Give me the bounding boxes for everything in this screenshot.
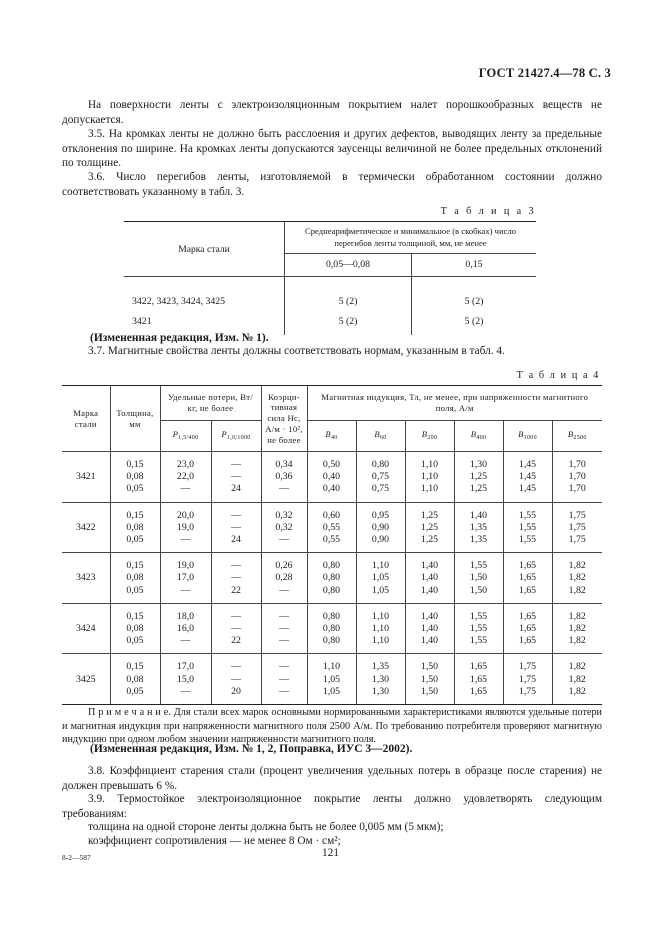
paragraph-3-6: 3.6. Число перегибов ленты, изготовляемой в термически обработанном состоянии должно соответствовать указанному в табл. 3.	[62, 171, 602, 198]
table4-value: —	[180, 483, 191, 495]
table4-value: 1,75	[518, 685, 537, 697]
table4-value: 1,05	[371, 572, 390, 584]
table4-value: 0,80	[322, 584, 341, 596]
table4-value-cell	[405, 452, 454, 503]
table4-value: 0,80	[322, 572, 341, 584]
table4-value: 1,50	[420, 685, 439, 697]
table4-value: 1,82	[568, 584, 586, 596]
table4-value: 1,65	[518, 635, 537, 647]
table3-row-grade: 3421	[124, 307, 285, 335]
table4-row-3422	[62, 502, 602, 553]
table4-value: 1,82	[568, 560, 586, 572]
table4-value-cell	[356, 502, 405, 553]
table4-value-cell	[356, 452, 405, 503]
table4-value: 15,0	[176, 673, 195, 685]
table4-value: 0,80	[371, 459, 390, 470]
table4-value-cell	[110, 654, 160, 705]
table4-value: —	[231, 521, 241, 533]
table4-value: 1,65	[469, 685, 488, 697]
table4-value: 0,75	[371, 483, 390, 495]
table4-value: —	[279, 623, 289, 635]
table4-value: 1,40	[420, 560, 439, 572]
table4-value: 0,80	[322, 635, 341, 647]
table4-value: 1,65	[518, 610, 537, 622]
table4-value-cell	[261, 502, 307, 553]
table4-header-p1: $P_{1,5/400}$	[160, 421, 211, 452]
table4-value: 20	[231, 685, 241, 697]
page-header: ГОСТ 21427.4—78 С. 3	[478, 66, 611, 80]
table4-value: 1,10	[371, 623, 390, 635]
table4-value: 0,55	[322, 534, 341, 546]
table4-value: 0,15	[126, 509, 144, 521]
table4-grade-cell: 3422	[62, 502, 110, 553]
table4-value: —	[231, 459, 241, 470]
table4-value-cell	[503, 654, 552, 705]
table4-value: 1,45	[518, 483, 537, 495]
table4-value: 1,05	[322, 673, 341, 685]
table4-value-cell	[110, 603, 160, 654]
table4-value-cell	[405, 502, 454, 553]
table4-value: 1,40	[420, 584, 439, 596]
paragraph-3-5: 3.5. На кромках ленты не должно быть расслоения и других дефектов, выводящих ленту за предельные отклонения по ширине. На кромках ленты допускаются заусенцы величиной не более предельных отклонений по толщине.	[62, 128, 602, 170]
table4-value: 1,10	[371, 610, 390, 622]
table4-row-3423	[62, 553, 602, 604]
page-number: 121	[322, 847, 339, 859]
table-4	[62, 385, 602, 705]
table4-value: —	[279, 534, 289, 546]
table4-value: 22	[231, 584, 241, 596]
table4-value-cell	[110, 452, 160, 503]
table4-value: 0,80	[322, 623, 341, 635]
table4-value: —	[279, 584, 289, 596]
table3-row-grade: 3422, 3423, 3424, 3425	[124, 277, 285, 308]
table4-header-b1000: $B_{1000}$	[503, 421, 552, 452]
table4-body	[62, 452, 602, 705]
table4-value: 0,05	[126, 584, 144, 596]
table4-value-cell	[160, 502, 211, 553]
table4-value-cell	[307, 553, 356, 604]
table3-caption	[441, 205, 536, 219]
table4-value: 0,90	[371, 534, 390, 546]
table4-value: 1,50	[420, 673, 439, 685]
table4-value: 16,0	[176, 623, 195, 635]
table4-value-cell	[160, 452, 211, 503]
table4-value: 1,82	[568, 673, 586, 685]
paragraph-coating-thickness: толщина на одной стороне ленты должна быть не более 0,005 мм (5 мкм);	[88, 821, 444, 833]
table4-value: —	[279, 483, 289, 495]
table4-value: 1,70	[568, 459, 586, 470]
table4-value: 0,28	[275, 572, 293, 584]
table4-value: 20,0	[176, 509, 195, 521]
table4-value: 0,08	[126, 471, 144, 483]
table4-value: 1,75	[568, 534, 586, 546]
table4-value: —	[180, 584, 191, 596]
table4-value: —	[279, 685, 289, 697]
table4-value: —	[180, 635, 191, 647]
table4-value: —	[279, 673, 289, 685]
table4-value: —	[231, 673, 241, 685]
table4-value: 0,05	[126, 534, 144, 546]
table4-value: 22,0	[176, 471, 195, 483]
table4-value-cell	[552, 452, 602, 503]
table4-row-3421	[62, 452, 602, 503]
table3-row-value: 5 (2)	[285, 277, 412, 308]
table4-value-cell	[160, 603, 211, 654]
table4-header-grade: Марка стали	[62, 386, 110, 452]
table4-value: 1,65	[518, 623, 537, 635]
table4-value: 1,30	[371, 685, 390, 697]
footer-code: 8-2—587	[62, 853, 91, 862]
paragraph-resistance: коэффициент сопротивления — не менее 8 Ом · см²;	[88, 835, 341, 847]
table4-value: 1,35	[469, 534, 488, 546]
table4-value: 1,75	[568, 521, 586, 533]
table4-header-coercivity: Коэрци-тивная сила Нс, А/м · 10², не более	[261, 386, 307, 452]
table4-value: 1,75	[518, 661, 537, 673]
table4-value-cell	[454, 502, 503, 553]
table4-value: 1,45	[518, 459, 537, 470]
table4-value-cell	[307, 502, 356, 553]
table4-value: 1,55	[518, 509, 537, 521]
table4-value: 1,55	[469, 610, 488, 622]
table4-value: 0,90	[371, 521, 390, 533]
table4-value-cell	[211, 452, 261, 503]
table4-value: —	[231, 610, 241, 622]
table4-value-cell	[110, 502, 160, 553]
table4-value: 1,65	[518, 560, 537, 572]
table4-value-cell	[307, 603, 356, 654]
table4-value: 0,40	[322, 483, 341, 495]
note-label: П р и м е ч а н и е.	[88, 707, 171, 718]
table4-value: 0,75	[371, 471, 390, 483]
table4-value: 17,0	[176, 572, 195, 584]
table4-value: 1,82	[568, 635, 586, 647]
table4-grade-cell: 3423	[62, 553, 110, 604]
table3-header-t1: 0,05—0,08	[285, 253, 412, 276]
table4-value-cell	[261, 654, 307, 705]
table4-value: 1,10	[371, 560, 390, 572]
table4-header-b40: $B_{40}$	[307, 421, 356, 452]
table4-header-loss: Удельные потери, Вт/кг, не более	[160, 386, 261, 421]
table4-value: 0,36	[275, 471, 293, 483]
table3-row-value: 5 (2)	[464, 315, 484, 327]
table4-value: 1,40	[420, 572, 439, 584]
table4-header-induction: Магнитная индукция, Тл, не менее, при напряженности магнитного поля, А/м	[307, 386, 602, 421]
table4-value-cell	[454, 452, 503, 503]
table4-value: 1,55	[469, 560, 488, 572]
table4-value: 23,0	[176, 459, 195, 470]
table4-value: 1,30	[371, 673, 390, 685]
table4-value: —	[231, 623, 241, 635]
table4-value: 1,25	[469, 471, 488, 483]
table4-value: 1,70	[568, 471, 586, 483]
table4-value: 1,45	[518, 471, 537, 483]
table4-value-cell	[503, 603, 552, 654]
table4-value-cell	[454, 553, 503, 604]
table4-value: 0,95	[371, 509, 390, 521]
paragraph-3-9: 3.9. Термостойкое электроизоляционное покрытие ленты должно удовлетворять следующим требованиям:	[62, 793, 602, 820]
table4-value-cell	[503, 502, 552, 553]
table4-header-thickness: Толщина, мм	[110, 386, 160, 452]
table4-value-cell	[307, 452, 356, 503]
table4-value: —	[231, 661, 241, 673]
table4-value: —	[279, 610, 289, 622]
table4-value: 1,82	[568, 572, 586, 584]
table3-header-group: Среднеарифметическое и минимальное (в скобках) число перегибов ленты толщиной, мм, не менее	[285, 222, 537, 254]
table4-value: 1,40	[420, 623, 439, 635]
table4-value-cell	[454, 654, 503, 705]
table4-value: —	[279, 635, 289, 647]
table4-value: —	[231, 509, 241, 521]
table4-value: 0,15	[126, 459, 144, 470]
table4-value: 0,32	[275, 521, 293, 533]
table4-value-cell	[552, 553, 602, 604]
table4-value-cell	[211, 553, 261, 604]
table4-value-cell	[552, 654, 602, 705]
table4-value: 1,25	[469, 483, 488, 495]
table4-grade-cell: 3424	[62, 603, 110, 654]
table4-value-cell	[405, 603, 454, 654]
table4-value: 1,55	[518, 534, 537, 546]
table4-value: 1,82	[568, 685, 586, 697]
table4-value: 1,35	[469, 521, 488, 533]
table4-value: 19,0	[176, 521, 195, 533]
table4-value: 1,65	[469, 673, 488, 685]
table4-value: 0,40	[322, 471, 341, 483]
table3-header-grade: Марка стали	[124, 222, 285, 277]
table4-value: 0,80	[322, 560, 341, 572]
table4-value-cell	[356, 553, 405, 604]
table4-value-cell	[454, 603, 503, 654]
table4-header-b60: $B_{60}$	[356, 421, 405, 452]
table4-value: 0,50	[322, 459, 341, 470]
table4-value: 1,30	[469, 459, 488, 470]
table4-header-b2500: $B_{2500}$	[552, 421, 602, 452]
table4-value-cell	[261, 452, 307, 503]
table4-value: —	[180, 534, 191, 546]
table4-value: 1,55	[518, 521, 537, 533]
table4-note	[62, 706, 602, 747]
table4-value-cell	[503, 553, 552, 604]
table4-value: —	[231, 560, 241, 572]
table4-value: 0,05	[126, 483, 144, 495]
table4-value: 0,05	[126, 685, 144, 697]
table4-value: 1,25	[420, 534, 439, 546]
table4-value: 1,50	[469, 584, 488, 596]
table4-value: 0,26	[275, 560, 293, 572]
table4-value-cell	[356, 654, 405, 705]
table4-grade-cell: 3425	[62, 654, 110, 705]
table4-value-cell	[211, 654, 261, 705]
table4-value: 1,40	[469, 509, 488, 521]
table4-value: 1,10	[420, 459, 439, 470]
table4-value: 1,65	[469, 661, 488, 673]
table4-value: 0,08	[126, 572, 144, 584]
table4-value: 0,55	[322, 521, 341, 533]
table4-value: 0,15	[126, 610, 144, 622]
table4-value: 22	[231, 635, 241, 647]
table3-caption-text: Т а б л и ц а 3	[440, 206, 536, 217]
table4-value-cell	[405, 553, 454, 604]
amendment-2: (Измененная редакция, Изм. № 1, 2, Поправка, ИУС 3—2002).	[90, 743, 413, 755]
table4-value-cell	[211, 502, 261, 553]
table4-value: 0,08	[126, 673, 144, 685]
table4-value: 0,60	[322, 509, 341, 521]
table4-value: 1,75	[518, 673, 537, 685]
table4-value: 1,05	[371, 584, 390, 596]
table4-value: 1,05	[322, 685, 341, 697]
table4-value-cell	[503, 452, 552, 503]
table4-value: 0,08	[126, 623, 144, 635]
table4-value: 1,65	[518, 572, 537, 584]
table4-value-cell	[160, 654, 211, 705]
table4-value: —	[279, 661, 289, 673]
table4-value: 1,10	[322, 661, 341, 673]
table4-value: 1,75	[568, 509, 586, 521]
table4-value-cell	[261, 553, 307, 604]
table3-row-value: 5 (2)	[285, 307, 412, 335]
table4-value: 1,40	[420, 610, 439, 622]
table4-value: 0,32	[275, 509, 293, 521]
table3-row-value: 5 (2)	[464, 296, 484, 307]
table4-header-b400: $B_{400}$	[454, 421, 503, 452]
table4-value: 1,82	[568, 661, 586, 673]
paragraph-3-8: 3.8. Коэффициент старения стали (процент увеличения удельных потерь в образце после старения) не должен превышать 6 %.	[62, 765, 602, 792]
table4-value: 1,82	[568, 623, 586, 635]
table4-value-cell	[405, 654, 454, 705]
table4-value: 0,34	[275, 459, 293, 470]
table4-caption	[517, 369, 600, 383]
table4-value: 0,08	[126, 521, 144, 533]
table4-value-cell	[552, 603, 602, 654]
table4-header-p2: $P_{1,0/1000}$	[211, 421, 261, 452]
table4-value: 24	[231, 534, 241, 546]
table4-caption-text: Т а б л и ц а 4	[516, 370, 600, 381]
table4-value: —	[180, 685, 191, 697]
note-text: Для стали всех марок основными нормированными характеристиками являются удельные потери и магнитная индукция при напряженности магнитного поля 2500 А/м. По требованию потребителя проверяют магнитную индукцию при одном любом значении напряженности магнитного поля.	[62, 707, 602, 745]
paragraph-3-7: 3.7. Магнитные свойства ленты должны соответствовать нормам, указанным в табл. 4.	[88, 345, 505, 357]
table4-value: 1,50	[469, 572, 488, 584]
table4-value-cell	[261, 603, 307, 654]
table-3	[124, 221, 536, 335]
table4-value: 0,05	[126, 635, 144, 647]
table4-value: 0,15	[126, 560, 144, 572]
table3-header-t2: 0,15	[412, 253, 537, 276]
table4-value: —	[231, 471, 241, 483]
table4-value: 1,55	[469, 623, 488, 635]
table4-grade-cell: 3421	[62, 452, 110, 503]
table4-header-b200: $B_{200}$	[405, 421, 454, 452]
table4-value: 1,25	[420, 521, 439, 533]
table4-value: 1,10	[420, 471, 439, 483]
table4-value-cell	[211, 603, 261, 654]
table4-value: 1,55	[469, 635, 488, 647]
table4-value: 1,40	[420, 635, 439, 647]
paragraph-powder: На поверхности ленты с электроизоляционным покрытием налет порошкообразных веществ не допускается.	[62, 99, 602, 126]
amendment-1: (Измененная редакция, Изм. № 1).	[90, 332, 269, 344]
table4-value: —	[231, 572, 241, 584]
table4-value-cell	[356, 603, 405, 654]
table4-value: 1,82	[568, 610, 586, 622]
table4-value-cell	[307, 654, 356, 705]
table4-value-cell	[552, 502, 602, 553]
table4-value: 17,0	[176, 661, 195, 673]
table4-value-cell	[160, 553, 211, 604]
table4-value: 1,50	[420, 661, 439, 673]
table4-row-3424	[62, 603, 602, 654]
table4-value: 1,70	[568, 483, 586, 495]
table4-value: 1,35	[371, 661, 390, 673]
table4-value: 19,0	[176, 560, 195, 572]
table4-value: 18,0	[176, 610, 195, 622]
table4-value: 1,65	[518, 584, 537, 596]
table4-value: 1,25	[420, 509, 439, 521]
table4-value: 1,10	[420, 483, 439, 495]
table4-value: 0,80	[322, 610, 341, 622]
table4-row-3425	[62, 654, 602, 705]
table4-value: 0,15	[126, 661, 144, 673]
table4-value-cell	[110, 553, 160, 604]
table4-value: 1,10	[371, 635, 390, 647]
table4-value: 24	[231, 483, 241, 495]
